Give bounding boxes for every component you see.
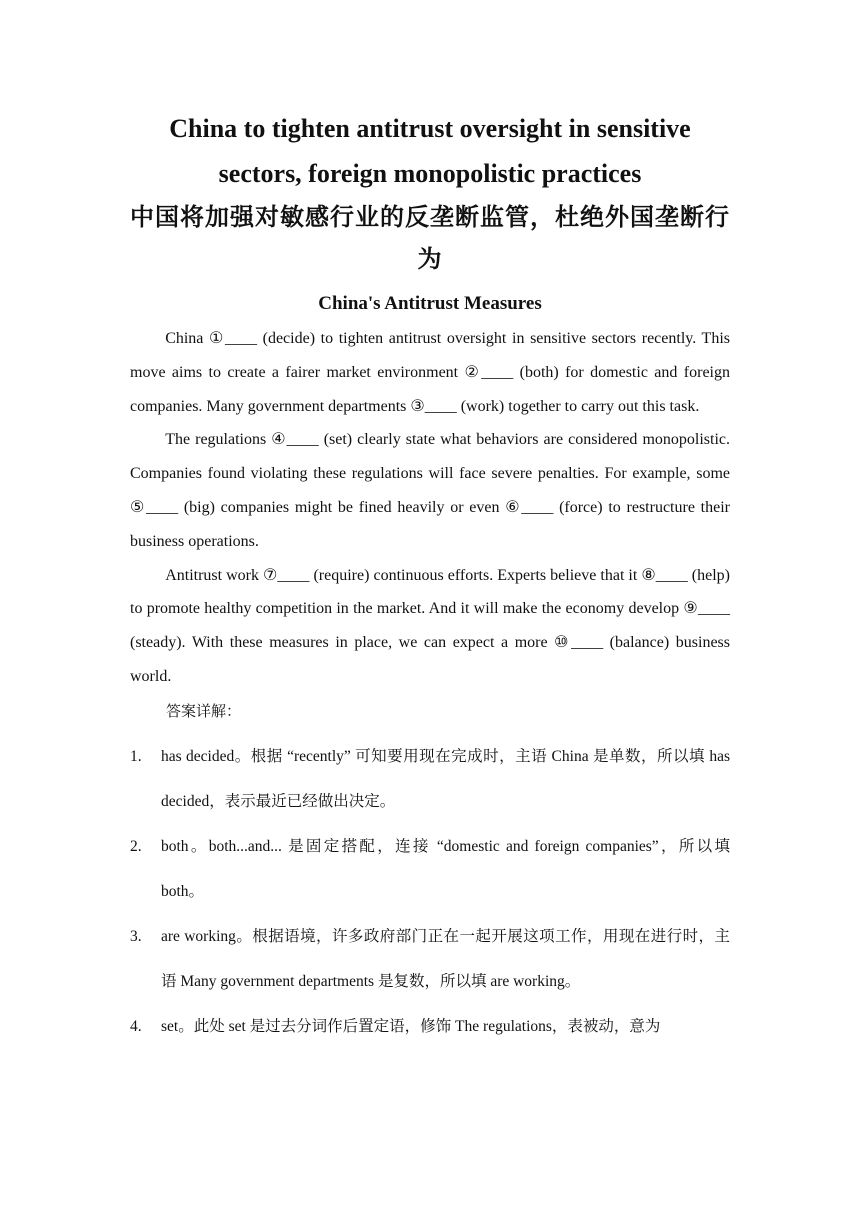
answer-text: are working。根据语境，许多政府部门正在一起开展这项工作，用现在进行时，主语 Many government departments 是复数，所以填 are working。 [161,927,730,990]
document-title-english: China to tighten antitrust oversight in sensitive sectors, foreign monopolistic practices [169,114,691,188]
answer-list [130,734,730,1049]
answer-item [130,1004,730,1049]
passage-paragraph: The regulations ④____ (set) clearly state what behaviors are considered monopolistic. Companies found violating these regulations will face severe penalties. For example, some ⑤____ (big) companies might be fined heavily or even ⑥____ (force) to restructure their business operations. [130,431,730,550]
document-title-chinese: 中国将加强对敏感行业的反垄断监管，杜绝外国垄断行为 [130,203,730,273]
passage-paragraph: China ①____ (decide) to tighten antitrust oversight in sensitive sectors recently. This move aims to create a fairer market environment ②____ (both) for domestic and foreign companies. Many government departments ③____ (work) together to carry out this task. [130,330,730,415]
answer-item [130,824,730,914]
section-subtitle: China's Antitrust Measures [318,293,542,314]
passage-paragraph: Antitrust work ⑦____ (require) continuous efforts. Experts believe that it ⑧____ (help) to promote healthy competition in the market. And it will make the economy develop ⑨____ (steady). With these measures in place, we can expect a more ⑩____ (balance) business world. [130,566,730,685]
answer-number: 2. [130,837,142,855]
answer-number: 4. [130,1017,142,1035]
answer-text: has decided。根据 “recently” 可知要用现在完成时，主语 China 是单数，所以填 has decided，表示最近已经做出决定。 [161,747,730,810]
answer-number: 1. [130,747,142,765]
answer-item [130,734,730,824]
answer-item [130,914,730,1004]
answer-text: both。both...and... 是固定搭配，连接 “domestic and foreign companies”，所以填 both。 [161,837,730,900]
answer-number: 3. [130,927,142,945]
answer-text: set。此处 set 是过去分词作后置定语，修饰 The regulations，表被动，意为 [161,1017,661,1035]
answer-header: 答案详解： [166,701,242,720]
document-page [130,106,730,1049]
